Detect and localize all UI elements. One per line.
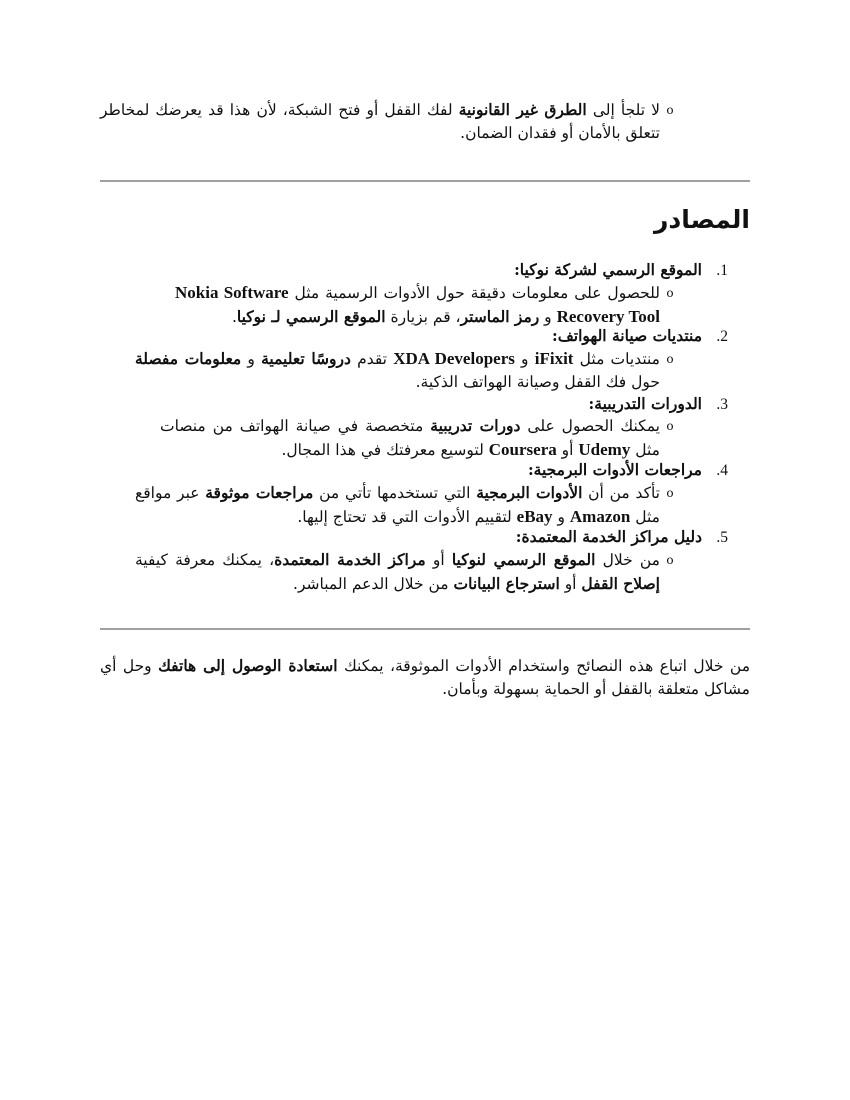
warning-bullet bbox=[100, 98, 680, 145]
item-title: مراجعات الأدوات البرمجية: bbox=[527, 460, 702, 479]
bullet-marker: o bbox=[666, 419, 674, 433]
sources-heading: المصادر bbox=[654, 205, 750, 234]
tool-name: Nokia Software Recovery Tool bbox=[175, 283, 660, 326]
site-name: eBay bbox=[516, 507, 553, 526]
source-item-2-bullet bbox=[135, 347, 680, 394]
bullet-text: تأكد من أن الأدوات البرمجية التي تستخدمها تأتي من مراجعات موثوقة عبر مواقع مثل Amazon و eBay لتقييم الأدوات التي قد تحتاج إليها. bbox=[135, 483, 660, 526]
source-item-4 bbox=[128, 458, 728, 482]
bullet-text: للحصول على معلومات دقيقة حول الأدوات الرسمية مثل Nokia Software Recovery Tool و رمز الماستر، قم بزيارة الموقع الرسمي لـ نوكيا. bbox=[175, 283, 660, 326]
section-divider bbox=[100, 628, 750, 630]
source-item-3-bullet bbox=[160, 414, 680, 462]
source-item-5-bullet bbox=[135, 548, 680, 596]
item-number: 3. bbox=[716, 396, 728, 413]
item-title: دليل مراكز الخدمة المعتمدة: bbox=[515, 527, 702, 546]
site-name: XDA Developers bbox=[393, 349, 515, 368]
bullet-text: يمكنك الحصول على دورات تدريبية متخصصة في صيانة الهواتف من منصات مثل Udemy أو Coursera لتوسيع معرفتك في هذا المجال. bbox=[160, 416, 660, 459]
item-title: الموقع الرسمي لشركة نوكيا: bbox=[514, 260, 702, 279]
item-number: 1. bbox=[716, 262, 728, 279]
platform-name: Coursera bbox=[488, 440, 557, 459]
bullet-text: منتديات مثل iFixit و XDA Developers تقدم دروسًا تعليمية و معلومات مفصلة حول فك القفل وصيانة الهواتف الذكية. bbox=[135, 349, 660, 391]
source-item-3 bbox=[128, 392, 728, 416]
bullet-marker: o bbox=[666, 286, 674, 300]
bullet-text: من خلال الموقع الرسمي لنوكيا أو مراكز الخدمة المعتمدة، يمكنك معرفة كيفية إصلاح القفل أو استرجاع البيانات من خلال الدعم المباشر. bbox=[135, 550, 660, 593]
source-item-5 bbox=[128, 525, 728, 549]
section-divider bbox=[100, 180, 750, 182]
item-title: الدورات التدريبية: bbox=[588, 394, 702, 413]
item-title: منتديات صيانة الهواتف: bbox=[552, 326, 702, 345]
item-number: 2. bbox=[716, 328, 728, 345]
site-name: Amazon bbox=[569, 507, 631, 526]
platform-name: Udemy bbox=[578, 440, 631, 459]
conclusion-paragraph: من خلال اتباع هذه النصائح واستخدام الأدوات الموثوقة، يمكنك استعادة الوصول إلى هاتفك وحل أي مشاكل متعلقة بالقفل أو الحماية بسهولة وبأمان. bbox=[100, 656, 750, 698]
bullet-marker: o bbox=[666, 486, 674, 500]
bullet-marker: o bbox=[666, 553, 674, 567]
item-number: 4. bbox=[716, 462, 728, 479]
source-item-4-bullet bbox=[135, 481, 680, 529]
item-number: 5. bbox=[716, 529, 728, 546]
source-item-1 bbox=[128, 258, 728, 282]
warning-bullet-text: لا تلجأ إلى الطرق غير القانونية لفك القفل أو فتح الشبكة، لأن هذا قد يعرضك لمخاطر تتعلق بالأمان أو فقدان الضمان. bbox=[100, 100, 660, 142]
site-name: iFixit bbox=[534, 349, 574, 368]
bullet-marker: o bbox=[666, 352, 674, 366]
source-item-1-bullet bbox=[175, 281, 680, 329]
bullet-marker: o bbox=[666, 103, 674, 117]
source-item-2 bbox=[128, 324, 728, 348]
